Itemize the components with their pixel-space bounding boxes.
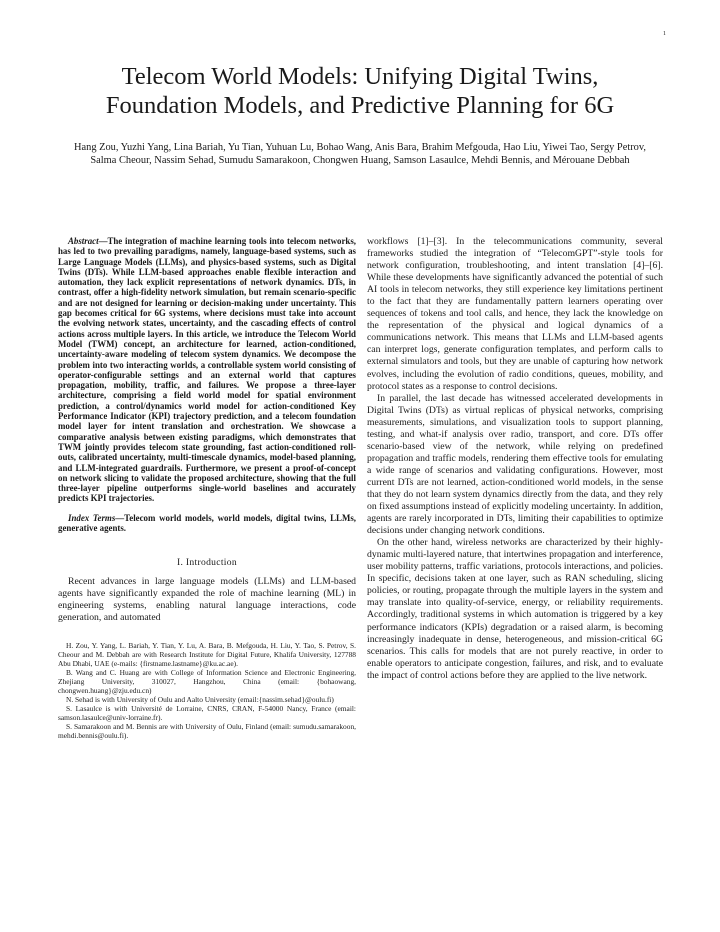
affiliation-footnotes [58, 641, 356, 741]
paper-title [0, 62, 720, 120]
abstract [58, 236, 356, 504]
intro-paragraph: Recent advances in large language models (LLMs) and LLM-based agents have significantly expanded the role of machine learning (ML) in engineering systems, enabling natural language interactions, code generation, and automated [58, 576, 356, 624]
footnote: B. Wang and C. Huang are with College of Information Science and Electronic Engineering, Zhejiang University, 310027, Hangzhou, China (email: {bohaowang, chongwen.huang}@zju.edu.cn) [58, 667, 356, 695]
section-heading-introduction: I. Introduction [177, 557, 237, 569]
footnote: N. Sehad is with University of Oulu and Aalto University (email:{nassim.sehad}@oulu.fi) [66, 695, 334, 705]
footnote: S. Lasaulce is with Université de Lorraine, CNRS, CRAN, F-54000 Nancy, France (email: samson.lasaulce@univ-lorraine.fr). [58, 704, 356, 723]
right-column [367, 236, 663, 682]
left-column [58, 236, 356, 741]
page-number: 1 [663, 31, 666, 37]
index-terms-label: Index Terms [68, 512, 116, 523]
body-paragraph: In parallel, the last decade has witnessed accelerated developments in Digital Twins (DTs) as virtual replicas of physical networks, comprising measurements, simulations, and visualization tools to support planning, testing, and what-if analysis over radio, transport, and core. DTs offer scenario-based view of the network, while relying on predefined propagation and traffic models, rendering them effective tools for emulating a wide range of scenarios and validating configurations. However, most current DTs are not learned, action-conditioned world models, in the sense that they do not learn system dynamics directly from the data, and they rely on fixed assumptions instead of explicitly modeling uncertainty. In addition, agents are rarely incorporated in DTs, limiting their capabilities to optimize decisions under changing network conditions. [367, 392, 663, 537]
title-line-2: Foundation Models, and Predictive Planning for 6G [105, 92, 615, 119]
body-paragraph: On the other hand, wireless networks are characterized by their highly-dynamic multi-layered nature, that intertwines propagation and interference, user mobility patterns, traffic variations, protocols interactions, and policies. In specific, decisions taken at one layer, such as RAN scheduling, slicing policies, or routing, propagate through the multiple layers in the system and may translate into quality-of-service, energy, or reliability requirements. Accordingly, traditional systems in which automation is triggered by a key performance indicators (KPIs) degradation or a raised alarm, is becoming increasingly inadequate in dense, heterogeneous, and mission-critical 6G scenarios. This calls for models that are not purely reactive, in order to enable operators to anticipate congestion, failures, and risk, and to evaluate the impact of control actions before they are applied to the live network. [367, 537, 663, 681]
author-list: Hang Zou, Yuzhi Yang, Lina Bariah, Yu Tian, Yuhuan Lu, Bohao Wang, Anis Bara, Brahim Mefgouda, Hao Liu, Yiwei Tao, Sergy Petrov, Salma Cheour, Nassim Sehad, Sumudu Samarakoon, Chongwen Huang, Samson Lasaulce, Mehdi Bennis, and Mérouane Debbah [74, 142, 646, 166]
body-paragraph: workflows [1]–[3]. In the telecommunications community, several frameworks studied the integration of “TelecomGPT”-style tools for network configuration, troubleshooting, and intent translation [4]–[6]. While these developments have significantly advanced the potential of such AI tools in telecom networks, they still experience key limitations pertinent to the fact that they are fundamentally pattern learners operating over sequences of tokens and tool calls, and hence, they lack the knowledge on the representation of the physical and logical dynamics of a communications network. This means that LLMs and LLM-based agents can interpret logs, generate configuration templates, and perform calls to external simulators and tools, but they are unable of capturing how network evolves, including the evolution of radio conditions, queues, mobility, and protocol states as a response to control decisions. [367, 236, 663, 392]
abstract-text: —The integration of machine learning tools into telecom networks, has led to two prevailing paradigms, namely, language-based systems, such as Large Language Models (LLMs), and physics-based systems, such as Digital Twins (DTs). While LLM-based approaches enable flexible interaction and automation, they lack explicit representations of network dynamics. DTs, in contrast, offer a high-fidelity network simulation, but remain scenario-specific and are not designed for learning or decision-making under uncertainty. This gap becomes critical for 6G systems, where decisions must take into account the evolving network states, uncertainty, and the cascading effects of control actions across multiple layers. In this article, we introduce the Telecom World Model (TWM) concept, an architecture for learned, action-conditioned, uncertainty-aware modeling of telecom system dynamics. We decompose the problem into two interacting worlds, a controllable system world consisting of operator-configurable settings and an external world that captures propagation, mobility, traffic, and failures. We propose a three-layer architecture, comprising a field world model for spatial environment prediction, a control/dynamics world model for action-conditioned Key Performance Indicator (KPI) trajectory prediction, and a telecom foundation model layer for intent translation and orchestration. We showcase a comparative analysis between existing paradigms, which demonstrates that TWM jointly provides telecom state grounding, fast action-conditioned roll-outs, calibrated uncertainty, multi-timescale dynamics, model-based planning, and LLM-integrated guardrails. Furthermore, we present a proof-of-concept on network slicing to validate the proposed architecture, showing that the full three-layer pipeline outperforms single-world baselines and accurately predicts KPI trajectories. [58, 236, 356, 504]
footnote: H. Zou, Y. Yang, L. Bariah, Y. Tian, Y. Lu, A. Bara, B. Mefgouda, H. Liu, Y. Tao, S. Petrov, S. Cheour and M. Debbah are with Research Institute for Digital Future, Khalifa University, 127788 Abu Dhabi, UAE (e-mails: {firstname.lastname}@ku.ac.ae). [58, 640, 356, 668]
title-line-1: Telecom World Models: Unifying Digital Twins, [121, 63, 599, 90]
abstract-label: Abstract [68, 236, 99, 246]
index-terms [58, 513, 356, 534]
footnote: S. Samarakoon and M. Bennis are with University of Oulu, Finland (email: sumudu.samarakoon, mehdi.bennis@oulu.fi). [58, 722, 356, 741]
index-terms-text: —Telecom world models, world models, digital twins, LLMs, generative agents. [58, 512, 357, 534]
